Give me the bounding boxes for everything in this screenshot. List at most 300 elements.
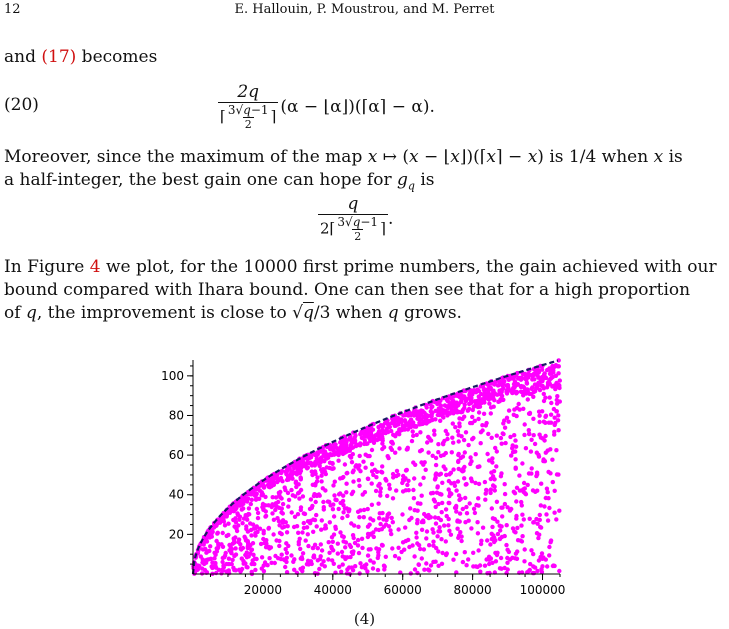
data-point bbox=[556, 472, 560, 476]
data-point bbox=[515, 526, 519, 530]
data-point bbox=[240, 521, 244, 525]
data-point bbox=[542, 420, 546, 424]
data-point bbox=[354, 442, 358, 446]
data-point bbox=[401, 474, 405, 478]
data-point bbox=[520, 513, 524, 517]
data-point bbox=[357, 515, 361, 519]
data-point bbox=[525, 381, 529, 385]
data-point bbox=[268, 480, 272, 484]
data-point bbox=[484, 488, 488, 492]
data-point bbox=[286, 504, 290, 508]
data-point bbox=[505, 416, 509, 420]
data-point bbox=[468, 501, 472, 505]
data-point bbox=[449, 481, 453, 485]
data-point bbox=[547, 553, 551, 557]
data-point bbox=[279, 471, 283, 475]
data-point bbox=[261, 508, 265, 512]
x-tick-label: 80000 bbox=[453, 583, 492, 597]
data-point bbox=[415, 571, 419, 575]
data-point bbox=[432, 498, 436, 502]
data-point bbox=[302, 526, 306, 530]
data-point bbox=[466, 443, 470, 447]
data-point bbox=[283, 485, 287, 489]
data-point bbox=[361, 492, 365, 496]
data-point bbox=[277, 539, 281, 543]
data-point bbox=[544, 451, 548, 455]
data-point bbox=[308, 519, 312, 523]
data-point bbox=[447, 487, 451, 491]
data-point bbox=[376, 425, 380, 429]
data-point bbox=[535, 370, 539, 374]
data-point bbox=[457, 452, 461, 456]
data-point bbox=[315, 524, 319, 528]
data-point bbox=[295, 463, 299, 467]
data-point bbox=[444, 507, 448, 511]
data-point bbox=[464, 430, 468, 434]
data-point bbox=[250, 570, 254, 574]
data-point bbox=[471, 436, 475, 440]
data-point bbox=[517, 402, 521, 406]
data-point bbox=[466, 557, 470, 561]
data-point bbox=[384, 518, 388, 522]
data-point bbox=[345, 471, 349, 475]
data-point bbox=[335, 446, 339, 450]
data-point bbox=[393, 451, 397, 455]
data-point bbox=[435, 491, 439, 495]
data-point bbox=[552, 432, 556, 436]
data-point bbox=[226, 522, 230, 526]
data-point bbox=[381, 429, 385, 433]
data-point bbox=[390, 516, 394, 520]
data-point bbox=[280, 506, 284, 510]
data-point bbox=[404, 488, 408, 492]
data-point bbox=[351, 533, 355, 537]
data-point bbox=[463, 550, 467, 554]
data-point bbox=[453, 484, 457, 488]
data-point bbox=[469, 397, 473, 401]
data-point bbox=[283, 565, 287, 569]
data-point bbox=[420, 494, 424, 498]
data-point bbox=[409, 417, 413, 421]
data-point bbox=[431, 530, 435, 534]
data-point bbox=[425, 440, 429, 444]
data-point bbox=[206, 549, 210, 553]
data-point bbox=[546, 518, 550, 522]
data-point bbox=[554, 517, 558, 521]
data-point bbox=[538, 518, 542, 522]
data-point bbox=[454, 552, 458, 556]
data-point bbox=[439, 537, 443, 541]
data-point bbox=[319, 479, 323, 483]
data-point bbox=[262, 563, 266, 567]
data-point bbox=[304, 538, 308, 542]
data-point bbox=[239, 547, 243, 551]
data-point bbox=[464, 482, 468, 486]
data-point bbox=[553, 416, 557, 420]
data-point bbox=[237, 540, 241, 544]
data-point bbox=[471, 551, 475, 555]
data-point bbox=[499, 389, 503, 393]
data-point bbox=[303, 512, 307, 516]
data-point bbox=[444, 451, 448, 455]
data-point bbox=[319, 468, 323, 472]
data-point bbox=[249, 492, 253, 496]
data-point bbox=[549, 538, 553, 542]
data-point bbox=[244, 524, 248, 528]
equation-ref-17[interactable]: (17) bbox=[41, 47, 77, 67]
data-point bbox=[440, 510, 444, 514]
data-point bbox=[551, 480, 555, 484]
data-point bbox=[514, 516, 518, 520]
data-point bbox=[434, 473, 438, 477]
data-point bbox=[378, 493, 382, 497]
data-point bbox=[216, 531, 220, 535]
data-point bbox=[409, 516, 413, 520]
data-point bbox=[449, 533, 453, 537]
data-point bbox=[286, 524, 290, 528]
data-point bbox=[414, 535, 418, 539]
data-point bbox=[477, 389, 481, 393]
data-point bbox=[415, 509, 419, 513]
data-point bbox=[498, 566, 502, 570]
data-point bbox=[425, 529, 429, 533]
data-point bbox=[357, 551, 361, 555]
data-point bbox=[383, 421, 387, 425]
data-point bbox=[349, 521, 353, 525]
data-point bbox=[321, 500, 325, 504]
data-point bbox=[531, 417, 535, 421]
figure-para-prefix: In Figure bbox=[4, 257, 90, 277]
data-point bbox=[529, 449, 533, 453]
scatter-plot bbox=[0, 350, 729, 610]
data-point bbox=[357, 478, 361, 482]
data-point bbox=[422, 568, 426, 572]
data-point bbox=[294, 485, 298, 489]
data-point bbox=[522, 517, 526, 521]
data-point bbox=[453, 506, 457, 510]
data-point bbox=[551, 384, 555, 388]
data-point bbox=[450, 450, 454, 454]
data-point bbox=[503, 426, 507, 430]
data-point bbox=[523, 422, 527, 426]
data-point bbox=[508, 557, 512, 561]
data-point bbox=[409, 571, 413, 575]
data-point bbox=[313, 482, 317, 486]
data-point bbox=[321, 486, 325, 490]
data-point bbox=[543, 396, 547, 400]
data-point bbox=[454, 488, 458, 492]
data-point bbox=[461, 560, 465, 564]
data-point bbox=[238, 515, 242, 519]
data-point bbox=[391, 421, 395, 425]
data-point bbox=[540, 564, 544, 568]
data-point bbox=[505, 391, 509, 395]
data-point bbox=[407, 424, 411, 428]
data-point bbox=[345, 514, 349, 518]
data-point bbox=[532, 433, 536, 437]
data-point bbox=[313, 472, 317, 476]
x-tick-label: 20000 bbox=[243, 583, 282, 597]
data-point bbox=[490, 456, 494, 460]
data-point bbox=[221, 545, 225, 549]
data-point bbox=[504, 543, 508, 547]
data-point bbox=[490, 436, 494, 440]
data-point bbox=[457, 498, 461, 502]
data-point bbox=[472, 389, 476, 393]
data-point bbox=[526, 375, 530, 379]
data-point bbox=[334, 527, 338, 531]
data-point bbox=[338, 530, 342, 534]
data-point bbox=[250, 562, 254, 566]
data-point bbox=[320, 548, 324, 552]
data-point bbox=[494, 559, 498, 563]
data-point bbox=[421, 520, 425, 524]
data-point bbox=[426, 450, 430, 454]
data-point bbox=[524, 446, 528, 450]
data-point bbox=[428, 419, 432, 423]
data-point bbox=[420, 556, 424, 560]
data-point bbox=[535, 472, 539, 476]
data-point bbox=[527, 432, 531, 436]
data-point bbox=[338, 491, 342, 495]
data-point bbox=[547, 545, 551, 549]
data-point bbox=[342, 535, 346, 539]
fraction-numerator: 2q bbox=[237, 82, 260, 102]
data-point bbox=[545, 564, 549, 568]
data-point bbox=[532, 571, 536, 575]
data-point bbox=[427, 516, 431, 520]
data-point bbox=[438, 419, 442, 423]
data-point bbox=[232, 568, 236, 572]
data-point bbox=[330, 446, 334, 450]
data-point bbox=[464, 399, 468, 403]
data-point bbox=[370, 448, 374, 452]
data-point bbox=[473, 511, 477, 515]
data-point bbox=[347, 565, 351, 569]
data-point bbox=[499, 556, 503, 560]
data-point bbox=[448, 411, 452, 415]
data-point bbox=[326, 499, 330, 503]
data-point bbox=[309, 497, 313, 501]
data-point bbox=[253, 557, 257, 561]
data-point bbox=[390, 546, 394, 550]
data-point bbox=[330, 558, 334, 562]
paragraph-figure bbox=[4, 256, 726, 325]
data-point bbox=[363, 466, 367, 470]
data-point bbox=[253, 533, 257, 537]
data-point bbox=[532, 520, 536, 524]
data-point bbox=[418, 502, 422, 506]
data-point bbox=[526, 397, 530, 401]
data-point bbox=[278, 531, 282, 535]
data-point bbox=[451, 421, 455, 425]
data-point bbox=[488, 393, 492, 397]
data-point bbox=[301, 494, 305, 498]
data-point bbox=[371, 428, 375, 432]
data-point bbox=[420, 528, 424, 532]
data-point bbox=[390, 448, 394, 452]
data-point bbox=[320, 455, 324, 459]
data-point bbox=[285, 478, 289, 482]
data-point bbox=[405, 447, 409, 451]
data-point bbox=[368, 516, 372, 520]
data-point bbox=[483, 498, 487, 502]
data-point bbox=[461, 469, 465, 473]
data-point bbox=[469, 526, 473, 530]
data-point bbox=[452, 409, 456, 413]
data-point bbox=[476, 548, 480, 552]
data-point bbox=[293, 494, 297, 498]
data-point bbox=[224, 569, 228, 573]
data-point bbox=[464, 563, 468, 567]
data-point bbox=[277, 523, 281, 527]
figure-ref-4[interactable]: 4 bbox=[89, 257, 101, 277]
data-point bbox=[426, 567, 430, 571]
data-point bbox=[435, 534, 439, 538]
data-point bbox=[343, 445, 347, 449]
data-point bbox=[509, 453, 513, 457]
data-point bbox=[343, 545, 347, 549]
data-point bbox=[513, 530, 517, 534]
data-point bbox=[441, 442, 445, 446]
data-point bbox=[277, 519, 281, 523]
data-point bbox=[498, 537, 502, 541]
data-point bbox=[414, 531, 418, 535]
data-point bbox=[312, 492, 316, 496]
y-tick-label: 20 bbox=[168, 527, 184, 542]
data-point bbox=[275, 480, 279, 484]
data-point bbox=[557, 509, 561, 513]
data-point bbox=[289, 553, 293, 557]
data-point bbox=[330, 466, 334, 470]
data-point bbox=[380, 464, 384, 468]
data-point bbox=[245, 518, 249, 522]
data-point bbox=[506, 567, 510, 571]
data-point bbox=[199, 554, 203, 558]
data-point bbox=[539, 482, 543, 486]
data-point bbox=[397, 556, 401, 560]
y-tick-label: 60 bbox=[168, 448, 184, 463]
data-point bbox=[396, 527, 400, 531]
data-point bbox=[547, 506, 551, 510]
data-point bbox=[444, 539, 448, 543]
data-point bbox=[490, 537, 494, 541]
data-point bbox=[289, 488, 293, 492]
data-point bbox=[490, 525, 494, 529]
data-point bbox=[549, 401, 553, 405]
data-point bbox=[385, 494, 389, 498]
data-point bbox=[528, 517, 532, 521]
data-point bbox=[436, 450, 440, 454]
data-point bbox=[371, 473, 375, 477]
x-tick-label: 100000 bbox=[519, 583, 566, 597]
data-point bbox=[521, 490, 525, 494]
data-point bbox=[508, 435, 512, 439]
data-point bbox=[495, 500, 499, 504]
data-point bbox=[545, 487, 549, 491]
data-point bbox=[322, 459, 326, 463]
data-point bbox=[370, 462, 374, 466]
data-point bbox=[388, 425, 392, 429]
data-point bbox=[381, 425, 385, 429]
data-point bbox=[490, 460, 494, 464]
data-point bbox=[396, 546, 400, 550]
data-point bbox=[337, 507, 341, 511]
data-point bbox=[235, 501, 239, 505]
gain-denominator: 2⌈ $\frac{3√q-1}{2}$ ⌉ bbox=[320, 215, 386, 243]
data-point bbox=[351, 479, 355, 483]
data-point bbox=[458, 530, 462, 534]
data-point bbox=[546, 381, 550, 385]
data-point bbox=[254, 526, 258, 530]
data-point bbox=[487, 562, 491, 566]
data-point bbox=[314, 500, 318, 504]
data-point bbox=[298, 475, 302, 479]
data-point bbox=[301, 551, 305, 555]
scatter-points bbox=[191, 358, 562, 576]
data-point bbox=[546, 470, 550, 474]
data-point bbox=[361, 460, 365, 464]
data-point bbox=[337, 565, 341, 569]
data-point bbox=[517, 473, 521, 477]
data-point bbox=[557, 569, 561, 573]
data-point bbox=[213, 561, 217, 565]
data-point bbox=[320, 518, 324, 522]
figure-caption: (4) bbox=[353, 610, 376, 628]
data-point bbox=[447, 494, 451, 498]
data-point bbox=[555, 394, 559, 398]
data-point bbox=[418, 430, 422, 434]
data-point bbox=[484, 421, 488, 425]
data-point bbox=[285, 468, 289, 472]
data-point bbox=[514, 414, 518, 418]
data-point bbox=[446, 523, 450, 527]
data-point bbox=[514, 552, 518, 556]
data-point bbox=[477, 464, 481, 468]
data-point bbox=[248, 521, 252, 525]
data-point bbox=[426, 414, 430, 418]
data-point bbox=[381, 438, 385, 442]
data-point bbox=[332, 514, 336, 518]
data-point bbox=[297, 542, 301, 546]
data-point bbox=[537, 420, 541, 424]
data-point bbox=[523, 547, 527, 551]
data-point bbox=[463, 450, 467, 454]
data-point bbox=[243, 561, 247, 565]
data-point bbox=[421, 419, 425, 423]
data-point bbox=[327, 540, 331, 544]
data-point bbox=[415, 433, 419, 437]
data-point bbox=[256, 516, 260, 520]
data-point bbox=[281, 502, 285, 506]
data-point bbox=[450, 436, 454, 440]
data-point bbox=[365, 569, 369, 573]
data-point bbox=[232, 524, 236, 528]
data-point bbox=[439, 518, 443, 522]
data-point bbox=[443, 467, 447, 471]
data-point bbox=[276, 556, 280, 560]
fraction bbox=[218, 82, 278, 131]
data-point bbox=[341, 539, 345, 543]
data-point bbox=[457, 424, 461, 428]
data-point bbox=[287, 498, 291, 502]
data-point bbox=[424, 536, 428, 540]
data-point bbox=[447, 501, 451, 505]
data-point bbox=[445, 437, 449, 441]
data-point bbox=[462, 406, 466, 410]
data-point bbox=[433, 477, 437, 481]
data-point bbox=[370, 481, 374, 485]
